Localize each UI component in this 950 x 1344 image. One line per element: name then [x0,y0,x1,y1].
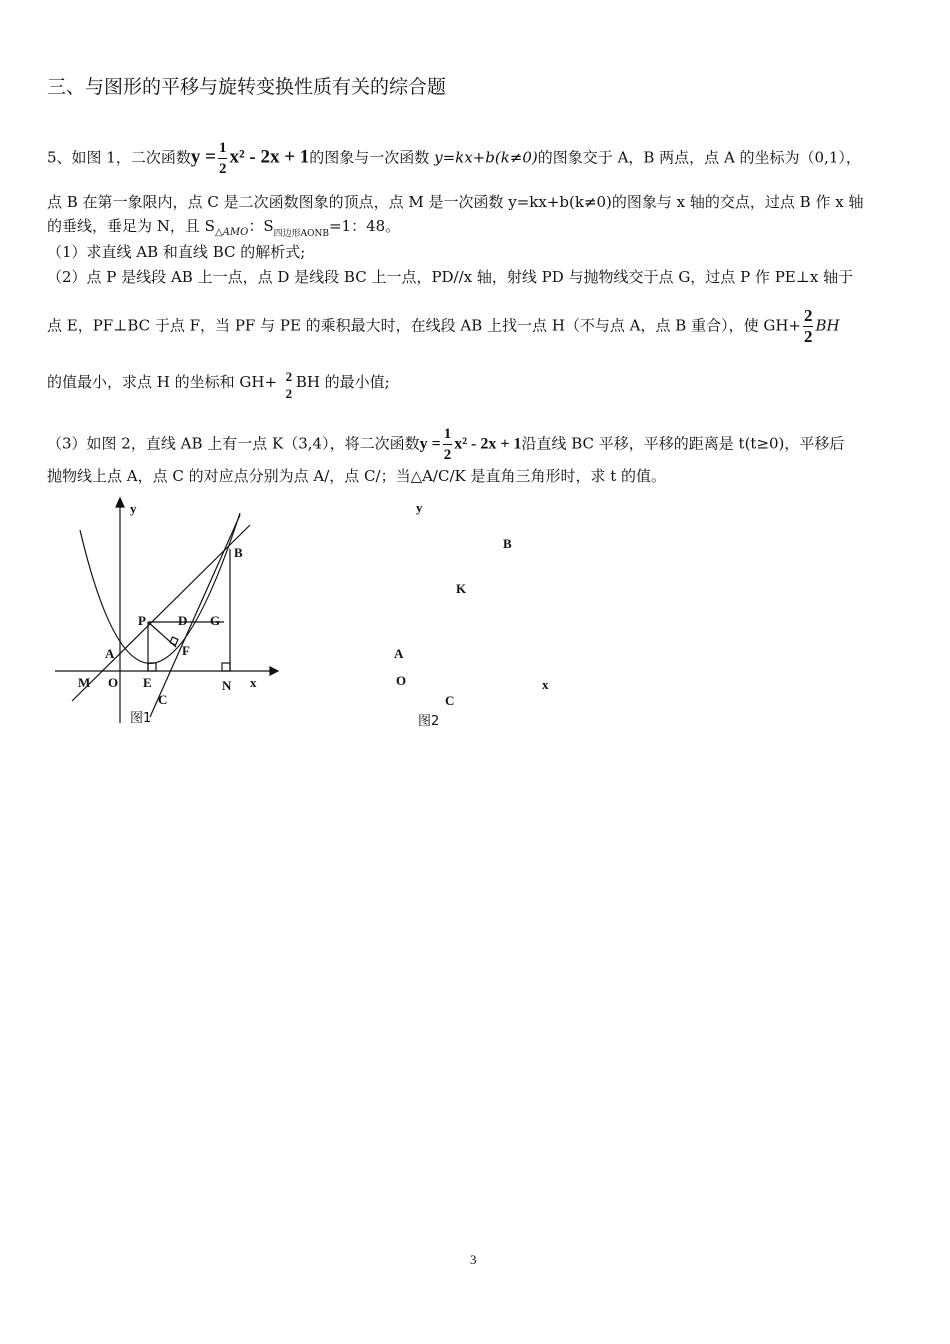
func-lhs: y = [190,146,216,168]
area-sub-amo: △AMO [214,227,249,238]
fig2-label-x: x [542,677,549,692]
fig1-label-g: G [210,613,221,628]
p1-text-c: 的图象交于 [537,148,613,167]
small-frac-den: 2 [285,386,293,401]
q3-func-lhs: y = [419,435,441,453]
p1-text-b: 的图象与一次函数 [309,148,430,167]
fig2-label-y: y [416,500,423,515]
right-angle-n [222,663,230,671]
q3-func-rhs: x² - 2x + 1 [454,435,522,453]
problem-line-2: 点 B 在第一象限内，点 C 是二次函数图象的顶点，点 M 是一次函数 y=kx+b(k≠0)的图象与 x 轴的交点，过点 B 作 x 轴 [47,193,864,211]
fig2-label-a: A [394,646,404,661]
q3-fraction-half [443,424,453,465]
right-angle-e [148,663,156,671]
fig1-label-e: E [143,675,152,690]
fig1-label-c: C [158,692,168,707]
fraction-rt2 [803,306,814,347]
question-2-line-1: （2）点 P 是线段 AB 上一点，点 D 是线段 BC 上一点，PD//x 轴，射线 PD 与抛物线交于点 G，过点 P 作 PE⊥x 轴于 [47,268,854,286]
problem-line-3 [47,216,400,244]
fig1-label-b: B [234,545,243,560]
fig1-label-m: M [78,675,91,690]
q2-bh: BH [815,316,840,335]
fig2-label-b: B [503,536,512,551]
func-rhs: x² - 2x + 1 [229,146,310,168]
area-sub-aonb: 四边形AONB [273,229,329,239]
page-number: 3 [470,1252,477,1267]
question-3-line-1 [47,424,844,465]
small-frac-num: 2 [285,369,293,384]
fig2-caption: 图2 [418,714,440,729]
small-fraction [282,369,296,403]
p1-text-d: A，B 两点，点 A 的坐标为（0,1）， [617,148,861,167]
figure-1 [50,495,280,735]
section-heading: 三、与图形的平移与旋转变换性质有关的综合题 [47,76,447,98]
q2-text-d: BH 的最小值; [295,373,390,391]
p3-text-b: ：S [248,217,274,235]
fig1-caption: 图1 [130,711,152,726]
fraction-half [218,138,228,179]
fig1-label-y: y [130,501,137,516]
fig1-label-n: N [222,678,232,693]
fig1-label-d: D [178,613,188,628]
parabola [80,513,240,663]
question-3-line-2: 抛物线上点 A，点 C 的对应点分别为点 A/，点 C/；当△A/C/K 是直角三角形时，求 t 的值。 [47,467,667,485]
fig1-label-a: A [105,646,115,661]
frac-rt2-num: 2 [803,306,813,325]
p3-text-a: 的垂线，垂足为 N，且 S [47,217,215,235]
question-2-line-2 [47,306,840,347]
question-2-line-3 [47,369,390,406]
q3-frac-den: 2 [443,447,452,463]
x-axis-arrow [270,667,278,675]
fig1-label-x: x [250,675,257,690]
question-1: （1）求直线 AB 和直线 BC 的解析式; [47,243,306,261]
fig1-label-f: F [182,643,190,658]
q2-text-b: 点 E，PF⊥BC 于点 F，当 PF 与 PE 的乘积最大时，在线段 AB 上找一点 H（不与点 A，点 B 重合），使 GH+ [47,316,801,335]
frac-rt2-den: 2 [803,327,813,346]
frac-num: 1 [218,138,228,159]
fig1-label-p: P [138,613,146,628]
p1-text-a: 5、如图 1，二次函数 [47,148,191,167]
fig2-label-o: O [396,673,407,688]
linear-func: y=kx+b(k≠0) [434,148,538,167]
q2-text-c: 的值最小，求点 H 的坐标和 GH+ [47,373,278,391]
q3-text-a: （3）如图 2，直线 AB 上有一点 K（3,4），将二次函数 [47,434,420,453]
q3-frac-num: 1 [443,424,453,445]
problem-line-1 [47,138,861,179]
fig2-label-k: K [456,581,467,596]
y-axis-arrow [116,498,124,507]
fig1-label-o: O [108,675,119,690]
frac-den: 2 [218,161,227,177]
right-angle-f [170,637,178,645]
q3-text-b: 沿直线 BC 平移，平移的距离是 t(t≥0)，平移后 [521,434,845,453]
fig2-label-c: C [445,693,455,708]
p3-text-c: =1：48。 [328,217,401,235]
